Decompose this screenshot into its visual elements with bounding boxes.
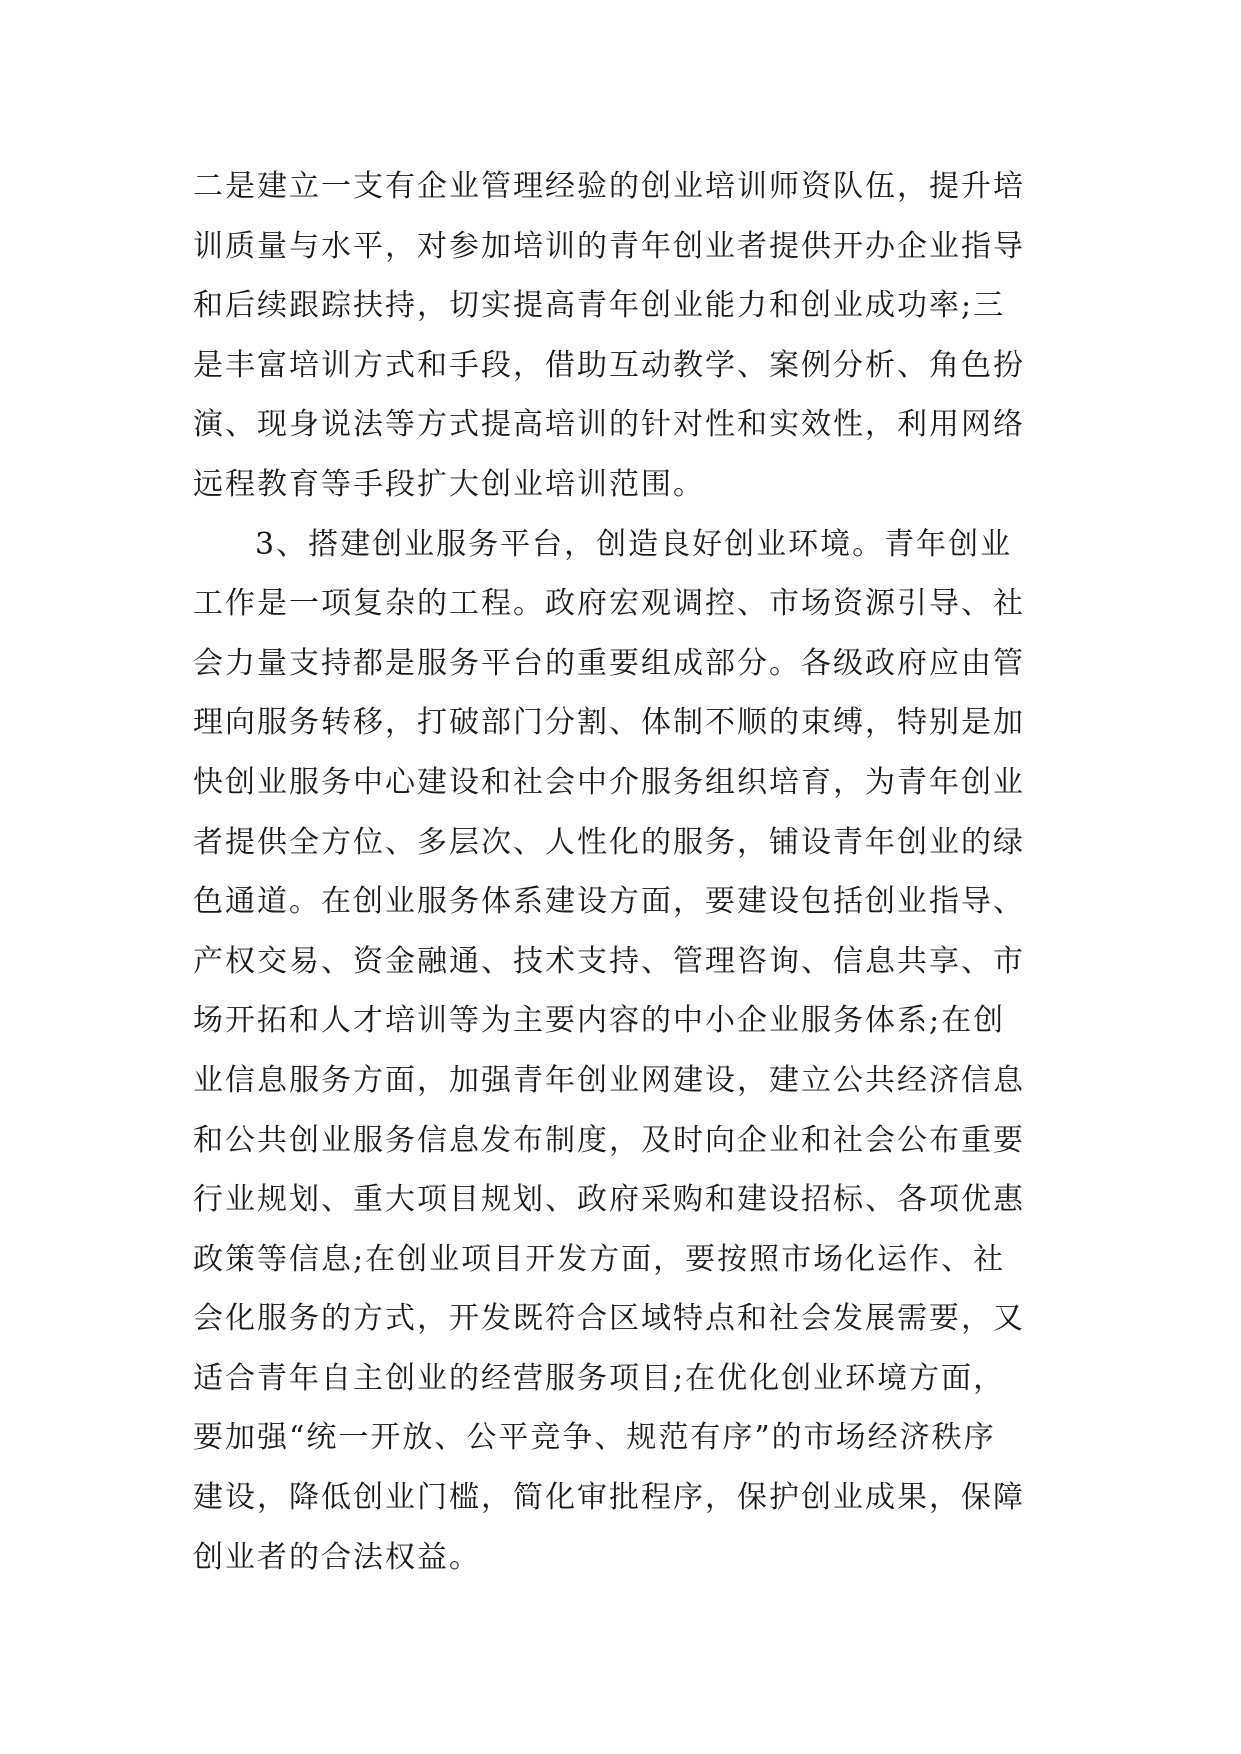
- text-line: 业信息服务方面，加强青年创业网建设，建立公共经济信息: [193, 1062, 1025, 1098]
- text-line: 要加强“统一开放、公平竞争、规范有序”的市场经济秩序: [193, 1420, 996, 1456]
- text-line: 产权交易、资金融通、技术支持、管理咨询、信息共享、市: [193, 943, 1025, 979]
- text-line: 建设，降低创业门槛，简化审批程序，保护创业成果，保障: [193, 1480, 1025, 1516]
- text-line: 场开拓和人才培训等为主要内容的中小企业服务体系;在创: [193, 1003, 1006, 1039]
- text-line: 会化服务的方式，开发既符合区域特点和社会发展需要，又: [193, 1301, 1025, 1337]
- text-line: 训质量与水平，对参加培训的青年创业者提供开办企业指导: [193, 228, 1025, 264]
- text-line: 色通道。在创业服务体系建设方面，要建设包括创业指导、: [193, 884, 1025, 920]
- text-line: 快创业服务中心建设和社会中介服务组织培育，为青年创业: [193, 764, 1025, 800]
- text-line: 者提供全方位、多层次、人性化的服务，铺设青年创业的绿: [193, 824, 1025, 860]
- text-line: 和后续跟踪扶持，切实提高青年创业能力和创业成功率;三: [193, 288, 1006, 324]
- text-line: 和公共创业服务信息发布制度，及时向企业和社会公布重要: [193, 1122, 1025, 1158]
- paragraph-1: [193, 157, 1073, 515]
- text-line: 演、现身说法等方式提高培训的针对性和实效性，利用网络: [193, 407, 1025, 443]
- text-line: 是丰富培训方式和手段，借助互动教学、案例分析、角色扮: [193, 347, 1025, 383]
- text-line: 创业者的合法权益。: [193, 1539, 481, 1575]
- text-line: 适合青年自主创业的经营服务项目;在优化创业环境方面，: [193, 1360, 1006, 1396]
- text-line: 行业规划、重大项目规划、政府采购和建设招标、各项优惠: [193, 1182, 1025, 1218]
- text-line: 理向服务转移，打破部门分割、体制不顺的束缚，特别是加: [193, 705, 1025, 741]
- text-line-indented: 3、搭建创业服务平台，创造良好创业环境。青年创业: [255, 526, 1013, 562]
- text-line: 二是建立一支有企业管理经验的创业培训师资队伍，提升培: [193, 169, 1025, 204]
- text-line: 政策等信息;在创业项目开发方面，要按照市场化运作、社: [193, 1241, 1006, 1277]
- text-line: 工作是一项复杂的工程。政府宏观调控、市场资源引导、社: [193, 586, 1025, 622]
- text-line: 远程教育等手段扩大创业培训范围。: [193, 466, 705, 502]
- paragraph-2: [193, 515, 1073, 1588]
- document-body: [193, 157, 1073, 1587]
- text-line: 会力量支持都是服务平台的重要组成部分。各级政府应由管: [193, 645, 1025, 681]
